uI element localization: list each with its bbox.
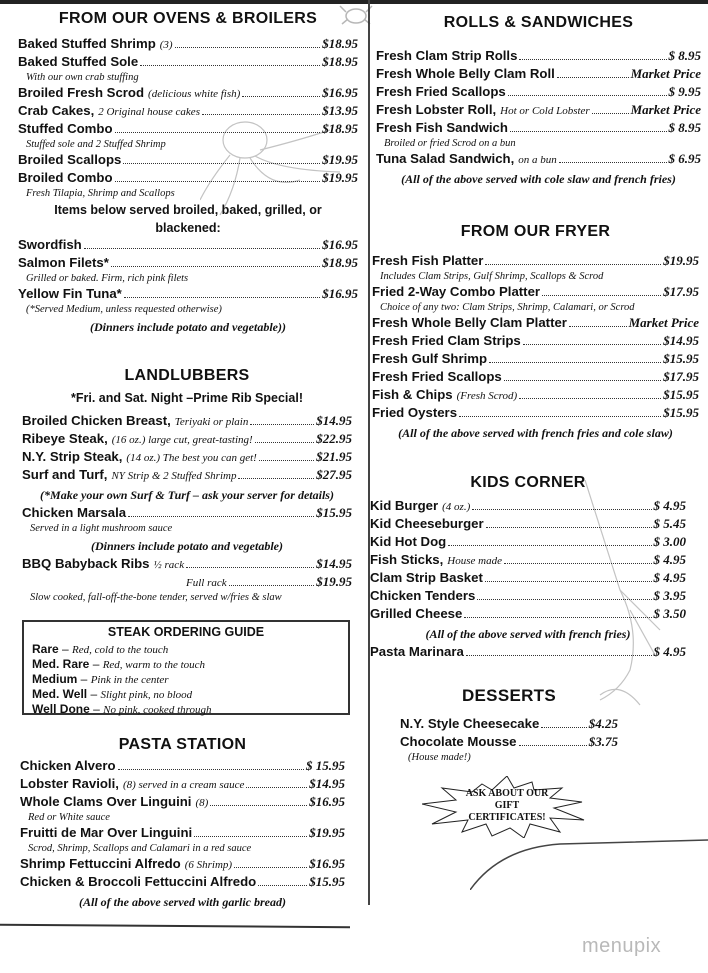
doneness-description: Pink in the center [90, 674, 169, 686]
menu-item [20, 776, 345, 794]
item-price: $18.95 [322, 54, 358, 69]
item-name: Crab Cakes, [18, 103, 95, 118]
dot-leader [258, 885, 307, 886]
dot-leader [541, 727, 586, 728]
menu-item [372, 284, 699, 302]
dot-leader [111, 266, 320, 267]
menu-item-variant [22, 574, 352, 592]
item-name: Fish Sticks, [370, 552, 444, 567]
dash: – [77, 672, 91, 686]
item-note: ½ rack [153, 559, 185, 571]
item-name: Fruitti de Mar Over Linguini [20, 825, 193, 840]
dot-leader [128, 516, 314, 517]
item-note: (14 oz.) The best you can get! [126, 452, 257, 464]
item-description: Scrod, Shrimp, Scallops and Calamari in a red sauce [28, 843, 252, 854]
section-footnote: (Dinners include potato and vegetable)) [90, 320, 286, 334]
item-name: Fresh Fish Platter [372, 253, 484, 268]
item-note: (4 oz.) [442, 501, 471, 513]
item-description: Broiled or fried Scrod on a bun [384, 138, 516, 149]
section-title: ROLLS & SANDWICHES [443, 14, 634, 31]
menu-item [370, 644, 686, 662]
dot-leader [472, 509, 651, 510]
doneness-level: Med. Well [32, 687, 88, 701]
item-name: Broiled Combo [18, 170, 113, 185]
guide-row [32, 702, 340, 717]
item-note: (8) [195, 797, 209, 809]
section-subheading: Items below served broiled, baked, grilled, or [54, 203, 322, 217]
menu-item [20, 874, 345, 892]
section-footnote: (All of the above served with cole slaw and french fries) [401, 172, 676, 186]
dot-leader [186, 567, 314, 568]
menu-item [18, 255, 358, 273]
menu-item [372, 387, 699, 405]
dot-leader [557, 77, 629, 78]
item-price: Market Price [628, 315, 699, 330]
menu-item [22, 413, 352, 431]
menu-item [400, 734, 618, 752]
dash: – [89, 702, 104, 716]
item-price: $18.95 [322, 121, 358, 136]
item-name: Kid Cheeseburger [370, 516, 484, 531]
section-subheading: blackened: [155, 221, 221, 235]
item-price: $ 3.00 [653, 534, 686, 549]
item-name: Clam Strip Basket [370, 570, 483, 585]
menu-item [18, 170, 358, 188]
menu-item [22, 449, 352, 467]
dot-leader [84, 248, 321, 249]
menu-item [400, 716, 618, 734]
item-name: Chocolate Mousse [400, 734, 517, 749]
item-note: Hot or Cold Lobster [500, 105, 590, 117]
item-name: Fresh Lobster Roll, [376, 102, 497, 117]
burst-line: ASK ABOUT OUR [465, 788, 549, 799]
item-price: $18.95 [322, 255, 358, 270]
doneness-level: Medium [32, 672, 78, 686]
item-price: Market Price [630, 102, 701, 117]
burst-line: CERTIFICATES! [468, 812, 546, 823]
doneness-description: No pink, cooked through [103, 704, 212, 716]
menu-item [370, 570, 686, 588]
item-price: $19.95 [663, 253, 699, 268]
item-name: Ribeye Steak, [22, 431, 108, 446]
item-price: $14.95 [663, 333, 699, 348]
item-price: $19.95 [322, 152, 358, 167]
menu-item [18, 36, 358, 54]
item-name: Tuna Salad Sandwich, [376, 151, 515, 166]
dot-leader [504, 380, 662, 381]
watermark: menupix [582, 935, 662, 957]
item-price: $14.95 [316, 556, 352, 571]
item-description: With our own crab stuffing [26, 72, 139, 83]
item-name: Fresh Whole Belly Clam Platter [372, 315, 567, 330]
dot-leader [485, 264, 661, 265]
section-fryer [372, 223, 699, 443]
dot-leader [448, 545, 651, 546]
item-price: $27.95 [316, 467, 352, 482]
item-price: $ 5.45 [653, 516, 686, 531]
menu-item [372, 369, 699, 387]
item-price: Market Price [630, 66, 701, 81]
dot-leader [229, 585, 315, 586]
menu-item [20, 825, 345, 843]
item-price: $16.95 [309, 794, 345, 809]
item-name: Broiled Fresh Scrod [18, 85, 145, 100]
item-price: $ 6.95 [668, 151, 701, 166]
item-price: $22.95 [316, 431, 352, 446]
item-price: $16.95 [322, 286, 358, 301]
item-price: $21.95 [316, 449, 352, 464]
item-name: Fresh Whole Belly Clam Roll [376, 66, 555, 81]
burst-line: GIFT [494, 800, 520, 811]
guide-row [32, 657, 340, 672]
dot-leader [210, 805, 307, 806]
item-price: $ 9.95 [668, 84, 701, 99]
dot-leader [464, 617, 651, 618]
section-title: FROM OUR OVENS & BROILERS [58, 10, 318, 27]
item-note: 2 Original house cakes [98, 106, 200, 118]
item-price: $ 4.95 [653, 552, 686, 567]
dot-leader [459, 416, 661, 417]
item-note: Full rack [186, 577, 227, 589]
dot-leader [523, 344, 661, 345]
menu-item [376, 120, 701, 138]
dot-leader [519, 745, 587, 746]
menu-item [372, 351, 699, 369]
section-footnote: (*Make your own Surf & Turf – ask your server for details) [40, 488, 334, 502]
menu-item [20, 794, 345, 812]
menu-item [370, 606, 686, 624]
dot-leader [477, 599, 651, 600]
guide-row [32, 642, 340, 657]
item-price: $ 3.50 [653, 606, 686, 621]
item-description: Fresh Tilapia, Shrimp and Scallops [26, 188, 175, 199]
gift-certificates-starburst [422, 776, 592, 838]
menu-item [20, 758, 345, 776]
menu-item [20, 856, 345, 874]
item-name: Chicken Marsala [22, 505, 127, 520]
menu-item [376, 66, 701, 84]
item-description: Red or White sauce [28, 812, 110, 823]
section-rolls-sandwiches [376, 14, 701, 189]
menu-item [370, 516, 686, 534]
section-footnote: (All of the above served with french fries) [425, 627, 631, 641]
item-description: Choice of any two: Clam Strips, Shrimp, Calamari, or Scrod [380, 302, 635, 313]
menu-item [22, 556, 352, 574]
dash: – [58, 642, 73, 656]
item-description: Stuffed sole and 2 Stuffed Shrimp [26, 139, 166, 150]
menu-item [18, 286, 358, 304]
column-divider [368, 0, 370, 905]
section-title: DESSERTS [461, 686, 557, 705]
dot-leader [140, 65, 320, 66]
item-price: $19.95 [316, 574, 352, 589]
item-name: Swordfish [18, 237, 82, 252]
item-name: Baked Stuffed Sole [18, 54, 139, 69]
item-description: Slow cooked, fall-off-the-bone tender, served w/fries & slaw [30, 592, 282, 603]
dot-leader [592, 113, 629, 114]
dot-leader [542, 295, 661, 296]
dot-leader [115, 181, 321, 182]
dot-leader [485, 581, 652, 582]
dot-leader [202, 114, 320, 115]
left-bottom-border [0, 924, 350, 928]
dot-leader [234, 867, 307, 868]
item-name: Fresh Fried Scallops [372, 369, 502, 384]
item-note: on a bun [518, 154, 557, 166]
section-title: FROM OUR FRYER [460, 223, 611, 240]
item-price: $ 3.95 [653, 588, 686, 603]
section-desserts [400, 686, 618, 765]
item-note: (8) served in a cream sauce [122, 779, 245, 791]
section-footnote: (All of the above served with french fries and cole slaw) [398, 426, 673, 440]
menu-item [18, 54, 358, 72]
item-note: (6 Shrimp) [184, 859, 233, 871]
menu-item [376, 102, 701, 120]
dot-leader [504, 563, 652, 564]
item-price: $ 8.95 [668, 120, 701, 135]
section-footnote: (Dinners include potato and vegetable) [91, 539, 283, 553]
item-name: N.Y. Style Cheesecake [400, 716, 540, 731]
item-price: $15.95 [309, 874, 345, 889]
dot-leader [242, 96, 320, 97]
item-name: Fresh Clam Strip Rolls [376, 48, 518, 63]
item-name: Grilled Cheese [370, 606, 463, 621]
dot-leader [194, 836, 307, 837]
dot-leader [466, 655, 652, 656]
item-price: $15.95 [663, 387, 699, 402]
item-description: (*Served Medium, unless requested otherwise) [26, 304, 222, 315]
dot-leader [255, 442, 315, 443]
menu-item [370, 588, 686, 606]
dot-leader [559, 162, 667, 163]
item-note: Teriyaki or plain [174, 416, 249, 428]
item-name: Fresh Fried Clam Strips [372, 333, 521, 348]
item-price: $ 8.95 [668, 48, 701, 63]
menu-item [18, 103, 358, 121]
menu-item [372, 333, 699, 351]
item-name: Fresh Fried Scallops [376, 84, 506, 99]
guide-row [32, 672, 340, 687]
item-price: $16.95 [309, 856, 345, 871]
doneness-level: Rare [32, 642, 59, 656]
dot-leader [259, 460, 314, 461]
section-title: LANDLUBBERS [124, 367, 250, 384]
guide-row [32, 687, 340, 702]
steak-ordering-guide [22, 620, 350, 715]
menu-item [18, 85, 358, 103]
item-price: $ 4.95 [653, 570, 686, 585]
guide-title: STEAK ORDERING GUIDE [107, 625, 265, 639]
item-note: (delicious white fish) [148, 88, 241, 100]
item-name: Fresh Gulf Shrimp [372, 351, 488, 366]
menu-item [18, 121, 358, 139]
page-fold-curve [470, 830, 708, 890]
item-name: Shrimp Fettuccini Alfredo [20, 856, 181, 871]
item-name: N.Y. Strip Steak, [22, 449, 123, 464]
item-name: Chicken Tenders [370, 588, 476, 603]
item-description: Served in a light mushroom sauce [30, 523, 173, 534]
item-name: Fresh Fish Sandwich [376, 120, 508, 135]
menu-item [22, 467, 352, 485]
item-name: Broiled Scallops [18, 152, 122, 167]
item-name: Chicken & Broccoli Fettuccini Alfredo [20, 874, 257, 889]
section-kids-corner [370, 474, 686, 662]
dot-leader [489, 362, 661, 363]
item-name: Salmon Filets* [18, 255, 109, 270]
item-name: Surf and Turf, [22, 467, 108, 482]
menu-item [370, 552, 686, 570]
doneness-level: Med. Rare [32, 657, 90, 671]
item-note: (Fresh Scrod) [456, 390, 518, 402]
menu-item [372, 405, 699, 423]
doneness-description: Red, warm to the touch [102, 659, 206, 671]
item-price: $3.75 [588, 734, 618, 749]
section-title: KIDS CORNER [470, 474, 586, 491]
item-price: $14.95 [316, 413, 352, 428]
item-price: $17.95 [663, 369, 699, 384]
item-name: Kid Hot Dog [370, 534, 447, 549]
item-note: (16 oz.) large cut, great-tasting! [111, 434, 253, 446]
item-price: $15.95 [316, 505, 352, 520]
item-note: NY Strip & 2 Stuffed Shrimp [111, 470, 237, 482]
item-note: (3) [159, 39, 173, 51]
dot-leader [519, 398, 661, 399]
item-price: $15.95 [663, 351, 699, 366]
menu-item [376, 48, 701, 66]
menu-item [18, 237, 358, 255]
menu-item [376, 84, 701, 102]
dot-leader [508, 95, 667, 96]
item-name: Whole Clams Over Linguini [20, 794, 192, 809]
dash: – [87, 687, 101, 701]
menu-item [370, 498, 686, 516]
menu-item [372, 253, 699, 271]
section-title: PASTA STATION [118, 736, 247, 753]
item-description: Grilled or baked. Firm, rich pink filets [26, 273, 189, 284]
dot-leader [519, 59, 666, 60]
item-name: Fish & Chips [372, 387, 453, 402]
dot-leader [123, 163, 320, 164]
section-landlubbers [22, 367, 352, 605]
item-price: $4.25 [588, 716, 618, 731]
item-note: House made [447, 555, 502, 567]
item-description: (House made!) [408, 752, 471, 763]
item-description: Includes Clam Strips, Gulf Shrimp, Scallops & Scrod [380, 271, 604, 282]
item-name: BBQ Babyback Ribs [22, 556, 150, 571]
section-pasta-station [20, 736, 345, 912]
item-price: $18.95 [322, 36, 358, 51]
item-price: $16.95 [322, 237, 358, 252]
dot-leader [486, 527, 652, 528]
item-name: Stuffed Combo [18, 121, 113, 136]
section-subheading: *Fri. and Sat. Night –Prime Rib Special! [71, 391, 303, 405]
menu-item [370, 534, 686, 552]
item-name: Broiled Chicken Breast, [22, 413, 171, 428]
dot-leader [250, 424, 314, 425]
menu-item [376, 151, 701, 169]
dot-leader [238, 478, 314, 479]
dot-leader [118, 769, 304, 770]
item-name: Fried 2-Way Combo Platter [372, 284, 541, 299]
item-name: Lobster Ravioli, [20, 776, 119, 791]
doneness-level: Well Done [32, 702, 90, 716]
item-name: Yellow Fin Tuna* [18, 286, 122, 301]
section-footnote: (All of the above served with garlic bread) [79, 895, 286, 909]
item-price: $ 15.95 [306, 758, 345, 773]
item-name: Chicken Alvero [20, 758, 116, 773]
dash: – [89, 657, 103, 671]
item-price: $19.95 [322, 170, 358, 185]
dot-leader [246, 787, 307, 788]
dot-leader [510, 131, 667, 132]
dot-leader [569, 326, 627, 327]
menu-item [18, 152, 358, 170]
item-price: $ 4.95 [653, 498, 686, 513]
section-ovens-broilers [18, 10, 358, 337]
item-price: $16.95 [322, 85, 358, 100]
item-price: $ 4.95 [653, 644, 686, 659]
item-price: $14.95 [309, 776, 345, 791]
doneness-description: Red, cold to the touch [72, 644, 169, 656]
menu-item [22, 431, 352, 449]
menu-item [372, 315, 699, 333]
item-price: $15.95 [663, 405, 699, 420]
dot-leader [175, 47, 321, 48]
item-name: Fried Oysters [372, 405, 458, 420]
dot-leader [124, 297, 320, 298]
doneness-description: Slight pink, no blood [100, 689, 193, 701]
item-price: $13.95 [322, 103, 358, 118]
item-price: $19.95 [309, 825, 345, 840]
item-name: Kid Burger [370, 498, 439, 513]
item-price: $17.95 [663, 284, 699, 299]
item-name: Baked Stuffed Shrimp [18, 36, 156, 51]
dot-leader [115, 132, 321, 133]
item-name: Pasta Marinara [370, 644, 464, 659]
menu-item [22, 505, 352, 523]
